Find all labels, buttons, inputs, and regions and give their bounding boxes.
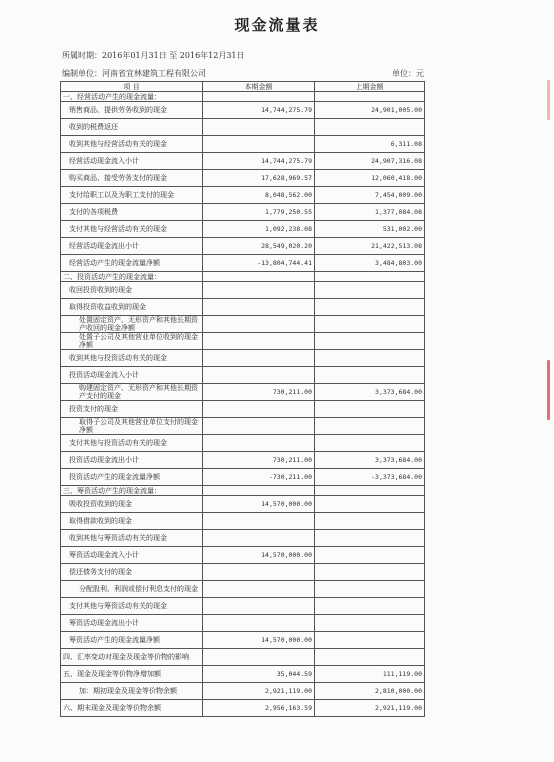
table-row (61, 598, 425, 615)
row-item-label: 筹资活动现金流出小计 (61, 615, 203, 632)
row-current-amount: 14,570,000.00 (203, 547, 315, 564)
row-item-label: 收到其他与投资活动有关的现金 (61, 350, 203, 367)
row-current-amount (203, 119, 315, 136)
table-row (61, 547, 425, 564)
row-current-amount: 28,549,020.20 (203, 238, 315, 255)
row-prior-amount (315, 333, 425, 350)
row-prior-amount (315, 632, 425, 649)
row-item-label: 收回投资收到的现金 (61, 282, 203, 299)
row-item-label: 三、筹资活动产生的现金流量： (61, 486, 203, 496)
row-item-label: 分配股利、利润或偿付利息支付的现金 (61, 581, 203, 598)
row-prior-amount: 3,484,803.00 (315, 255, 425, 272)
row-prior-amount (315, 418, 425, 435)
table-row (61, 136, 425, 153)
row-prior-amount: 1,377,084.08 (315, 204, 425, 221)
row-prior-amount (315, 581, 425, 598)
table-row (61, 316, 425, 333)
row-prior-amount (315, 649, 425, 666)
row-current-amount (203, 272, 315, 282)
row-current-amount (203, 649, 315, 666)
table-row (61, 153, 425, 170)
table-row (61, 238, 425, 255)
row-current-amount (203, 367, 315, 384)
row-current-amount (203, 564, 315, 581)
row-current-amount: 730,211.00 (203, 452, 315, 469)
row-prior-amount (315, 92, 425, 102)
row-current-amount (203, 333, 315, 350)
row-current-amount (203, 513, 315, 530)
row-item-label: 筹资活动现金流入小计 (61, 547, 203, 564)
row-item-label: 处置固定资产、无形资产和其他长期资产收回的现金净额 (61, 316, 203, 333)
row-current-amount: -730,211.00 (203, 469, 315, 486)
row-current-amount (203, 92, 315, 102)
table-row (61, 187, 425, 204)
row-current-amount (203, 350, 315, 367)
reporting-period: 所属时期：2016年01月31日 至 2016年12月31日 (62, 51, 245, 60)
table-row (61, 581, 425, 598)
row-prior-amount: 111,119.00 (315, 666, 425, 683)
row-current-amount: 8,048,562.00 (203, 187, 315, 204)
table-row (61, 384, 425, 401)
row-item-label: 四、汇率变动对现金及现金等价物的影响 (61, 649, 203, 666)
column-header-prior: 上期金额 (315, 82, 425, 92)
row-prior-amount: 24,901,005.00 (315, 102, 425, 119)
company-name: 编制单位：河南省宜林建筑工程有限公司 (62, 69, 206, 78)
table-row (61, 204, 425, 221)
row-prior-amount: 7,454,009.00 (315, 187, 425, 204)
row-item-label: 经营活动现金流出小计 (61, 238, 203, 255)
row-prior-amount (315, 547, 425, 564)
row-item-label: 支付其他与投资活动有关的现金 (61, 435, 203, 452)
page-edge-mark (547, 360, 550, 420)
row-current-amount (203, 486, 315, 496)
table-row (61, 530, 425, 547)
row-current-amount: 2,921,119.00 (203, 683, 315, 700)
row-item-label: 收到的税费返还 (61, 119, 203, 136)
row-item-label: 加：期初现金及现金等价物余额 (61, 683, 203, 700)
row-prior-amount (315, 564, 425, 581)
row-current-amount (203, 435, 315, 452)
row-prior-amount: 2,921,119.00 (315, 700, 425, 717)
table-header-row (61, 82, 425, 92)
row-item-label: 取得投资收益收到的现金 (61, 299, 203, 316)
row-item-label: 投资活动产生的现金流量净额 (61, 469, 203, 486)
row-prior-amount (315, 486, 425, 496)
row-prior-amount: 6,311.08 (315, 136, 425, 153)
row-item-label: 一、经营活动产生的现金流量： (61, 92, 203, 102)
row-current-amount: 2,956,163.59 (203, 700, 315, 717)
row-item-label: 二、投资活动产生的现金流量： (61, 272, 203, 282)
table-row (61, 299, 425, 316)
document-title: 现金流量表 (234, 16, 320, 34)
header-info-row (62, 68, 424, 79)
table-row (61, 683, 425, 700)
row-item-label: 筹资活动产生的现金流量净额 (61, 632, 203, 649)
row-prior-amount (315, 316, 425, 333)
table-row (61, 272, 425, 282)
row-current-amount (203, 299, 315, 316)
table-row (61, 418, 425, 435)
row-prior-amount (315, 272, 425, 282)
row-prior-amount (315, 367, 425, 384)
row-current-amount: 14,744,275.79 (203, 153, 315, 170)
row-item-label: 处置子公司及其他营业单位收到的现金净额 (61, 333, 203, 350)
table-row (61, 102, 425, 119)
row-item-label: 取得借款收到的现金 (61, 513, 203, 530)
table-row (61, 350, 425, 367)
table-row (61, 367, 425, 384)
row-prior-amount: 12,060,418.00 (315, 170, 425, 187)
row-item-label: 支付其他与经营活动有关的现金 (61, 221, 203, 238)
row-item-label: 投资支付的现金 (61, 401, 203, 418)
page-edge-mark (547, 80, 550, 120)
row-prior-amount: -3,373,684.00 (315, 469, 425, 486)
row-prior-amount (315, 282, 425, 299)
row-item-label: 支付的各项税费 (61, 204, 203, 221)
row-item-label: 经营活动产生的现金流量净额 (61, 255, 203, 272)
row-item-label: 购建固定资产、无形资产和其他长期资产支付的现金 (61, 384, 203, 401)
row-current-amount: -13,804,744.41 (203, 255, 315, 272)
row-current-amount (203, 615, 315, 632)
table-row (61, 221, 425, 238)
table-row (61, 632, 425, 649)
row-item-label: 投资活动现金流入小计 (61, 367, 203, 384)
row-prior-amount: 21,422,513.08 (315, 238, 425, 255)
table-row (61, 282, 425, 299)
row-current-amount (203, 530, 315, 547)
row-prior-amount (315, 513, 425, 530)
row-item-label: 收到其他与筹资活动有关的现金 (61, 530, 203, 547)
row-item-label: 吸收投资收到的现金 (61, 496, 203, 513)
row-current-amount: 730,211.00 (203, 384, 315, 401)
table-row (61, 119, 425, 136)
row-item-label: 购买商品、接受劳务支付的现金 (61, 170, 203, 187)
row-prior-amount (315, 119, 425, 136)
row-prior-amount (315, 598, 425, 615)
row-current-amount (203, 282, 315, 299)
table-row (61, 401, 425, 418)
row-current-amount: 1,779,250.55 (203, 204, 315, 221)
row-prior-amount (315, 350, 425, 367)
row-current-amount (203, 136, 315, 153)
table-row (61, 615, 425, 632)
row-prior-amount (315, 299, 425, 316)
row-item-label: 投资活动现金流出小计 (61, 452, 203, 469)
row-prior-amount (315, 401, 425, 418)
row-prior-amount: 531,002.00 (315, 221, 425, 238)
cash-flow-table (60, 81, 425, 717)
row-prior-amount (315, 615, 425, 632)
column-header-current: 本期金额 (203, 82, 315, 92)
row-item-label: 支付其他与筹资活动有关的现金 (61, 598, 203, 615)
table-row (61, 700, 425, 717)
row-prior-amount: 3,373,684.00 (315, 384, 425, 401)
row-item-label: 经营活动现金流入小计 (61, 153, 203, 170)
table-row (61, 666, 425, 683)
row-current-amount (203, 581, 315, 598)
row-current-amount: 14,570,000.00 (203, 496, 315, 513)
currency-unit: 单位：元 (392, 69, 424, 78)
row-prior-amount (315, 530, 425, 547)
row-prior-amount (315, 435, 425, 452)
row-current-amount (203, 598, 315, 615)
row-current-amount: 14,570,000.00 (203, 632, 315, 649)
table-row (61, 333, 425, 350)
table-row (61, 452, 425, 469)
table-row (61, 170, 425, 187)
row-prior-amount: 2,810,000.00 (315, 683, 425, 700)
row-prior-amount (315, 496, 425, 513)
table-row (61, 564, 425, 581)
row-current-amount (203, 418, 315, 435)
row-item-label: 六、期末现金及现金等价物余额 (61, 700, 203, 717)
row-item-label: 取得子公司及其他营业单位支付的现金净额 (61, 418, 203, 435)
row-item-label: 支付给职工以及为职工支付的现金 (61, 187, 203, 204)
row-item-label: 偿还债务支付的现金 (61, 564, 203, 581)
column-header-item: 项 目 (61, 82, 203, 92)
table-row (61, 486, 425, 496)
row-current-amount (203, 316, 315, 333)
row-item-label: 销售商品、提供劳务收到的现金 (61, 102, 203, 119)
table-row (61, 435, 425, 452)
table-row (61, 469, 425, 486)
row-item-label: 收到其他与经营活动有关的现金 (61, 136, 203, 153)
table-row (61, 255, 425, 272)
table-row (61, 649, 425, 666)
table-row (61, 513, 425, 530)
table-row (61, 496, 425, 513)
row-prior-amount: 3,373,684.00 (315, 452, 425, 469)
row-prior-amount: 24,907,316.08 (315, 153, 425, 170)
table-row (61, 92, 425, 102)
row-item-label: 五、现金及现金等价物净增加额 (61, 666, 203, 683)
row-current-amount: 14,744,275.79 (203, 102, 315, 119)
row-current-amount (203, 401, 315, 418)
row-current-amount: 1,092,238.08 (203, 221, 315, 238)
row-current-amount: 35,044.59 (203, 666, 315, 683)
row-current-amount: 17,628,969.57 (203, 170, 315, 187)
